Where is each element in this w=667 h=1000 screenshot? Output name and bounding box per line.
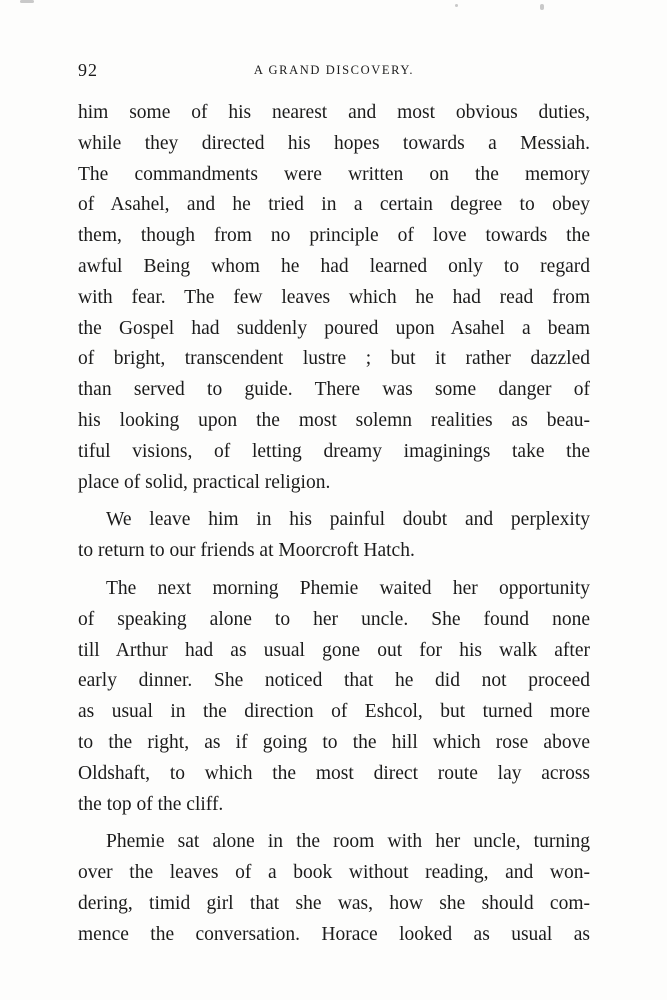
page-number: 92 (78, 60, 98, 80)
text-line: Oldshaft, to which the most direct route lay across (78, 762, 590, 784)
text-line: over the leaves of a book without reading, and won- (78, 862, 590, 884)
paragraph (78, 505, 590, 567)
paragraph (78, 98, 590, 498)
text-line: while they directed his hopes towards a Messiah. (78, 132, 590, 154)
text-line: him some of his nearest and most obvious duties, (78, 102, 590, 123)
text-line: them, though from no principle of love towards the (78, 225, 590, 247)
text-line: early dinner. She noticed that he did not proceed (78, 670, 590, 692)
text-line: with fear. The few leaves which he had read from (78, 286, 590, 308)
text-line: The next morning Phemie waited her opportunity (106, 577, 590, 599)
text-line: the top of the cliff. (78, 793, 224, 815)
text-line: till Arthur had as usual gone out for his walk after (78, 639, 590, 661)
scan-speck (20, 0, 34, 3)
text-line: Phemie sat alone in the room with her uncle, turning (106, 831, 590, 853)
paragraph (78, 574, 590, 820)
text-line: of speaking alone to her uncle. She found none (78, 608, 590, 630)
text-line: awful Being whom he had learned only to regard (78, 255, 590, 277)
body-text (78, 98, 590, 951)
paragraph (78, 827, 590, 950)
text-line: to return to our friends at Moorcroft Hatch. (78, 540, 415, 562)
text-line: of bright, transcendent lustre ; but it rather dazzled (78, 348, 590, 370)
text-line: to the right, as if going to the hill which rose above (78, 731, 590, 753)
text-line: his looking upon the most solemn realities as beau- (78, 409, 590, 431)
running-title: A GRAND DISCOVERY. (253, 63, 415, 77)
scan-speck (540, 4, 544, 10)
text-line: tiful visions, of letting dreamy imaginings take the (78, 440, 590, 462)
text-line: the Gospel had suddenly poured upon Asahel a beam (78, 317, 590, 339)
text-line: of Asahel, and he tried in a certain degree to obey (78, 194, 590, 216)
scan-speck (455, 4, 458, 7)
text-line: mence the conversation. Horace looked as usual as (78, 923, 590, 945)
text-line: than served to guide. There was some danger of (78, 379, 590, 401)
text-line: The commandments were written on the memory (78, 163, 590, 185)
text-line: dering, timid girl that she was, how she should com- (78, 892, 590, 914)
text-line: as usual in the direction of Eshcol, but turned more (78, 701, 590, 723)
page-header (78, 60, 590, 84)
text-line: We leave him in his painful doubt and perplexity (106, 509, 590, 531)
text-line: place of solid, practical religion. (78, 471, 331, 493)
